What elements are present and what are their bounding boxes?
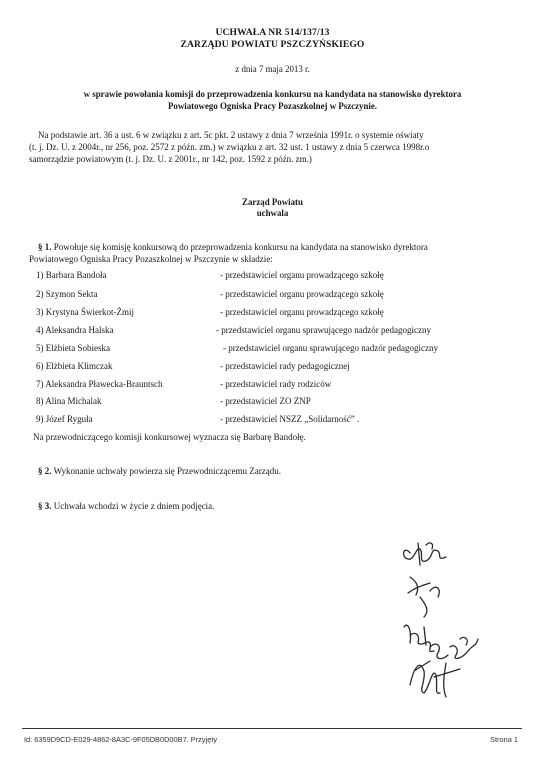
- member-role: - przedstawiciel organu prowadzącego szkołę: [220, 270, 384, 280]
- issuing-body: ZARZĄDU POWIATU PSZCZYŃSKIEGO: [180, 39, 365, 50]
- page-number: Strona 1: [490, 735, 518, 744]
- member-role: - przedstawiciel organu prowadzącego szkołę: [220, 289, 384, 299]
- member-role: - przedstawiciel organu prowadzącego szkołę: [220, 307, 384, 317]
- resolution-date: z dnia 7 maja 2013 r.: [235, 64, 310, 74]
- section-3-text: Uchwała wchodzi w życie z dniem podjęcia.: [51, 501, 215, 511]
- section-3-marker: § 3.: [38, 501, 52, 511]
- member-role: - przedstawiciel ZO ZNP: [220, 396, 311, 406]
- member-name: 3) Krystyna Świerkot-Żmij: [36, 307, 134, 317]
- resolves-heading: Zarząd Powiatu: [242, 197, 303, 207]
- member-role: - przedstawiciel organu sprawującego nadzór pedagogiczny: [223, 343, 438, 353]
- resolves-verb: uchwala: [256, 208, 289, 218]
- section-1-line-1: [38, 242, 428, 253]
- member-name: 4) Aleksandra Halska: [36, 325, 114, 335]
- section-1-text: Powołuje się komisję konkursową do przeprowadzenia konkursu na kandydata na stanowisko dyrektora: [51, 242, 428, 252]
- member-role: - przedstawiciel rady rodziców: [220, 379, 332, 389]
- section-1-marker: § 1.: [38, 242, 52, 252]
- document-id: Id: 6359D9CD-E029-4862-8A3C-9F05DB0D00B7. Przyjęty: [24, 735, 218, 744]
- subject-line-1: w sprawie powołania komisji do przeprowadzenia konkursu na kandydata na stanowisko dyrektora: [83, 89, 462, 99]
- handwritten-signatures: [390, 535, 520, 715]
- member-name: 5) Elżbieta Sobieska: [36, 343, 110, 353]
- commission-chair: Na przewodniczącego komisji konkursowej wyznacza się Barbarę Bandołę.: [33, 432, 306, 442]
- section-3: [38, 501, 214, 512]
- legal-basis-line-1: Na podstawie art. 36 a ust. 6 w związku z art. 5c pkt. 2 ustawy z dnia 7 września 1991r. o systemie oświaty: [38, 130, 424, 140]
- section-2-marker: § 2.: [38, 466, 52, 476]
- member-name: 1) Barbara Bandoła: [36, 270, 107, 280]
- legal-basis-line-3: samorządzie powiatowym (t. j. Dz. U. z 2001r., nr 142, poz. 1592 z późn. zm.): [29, 154, 312, 164]
- legal-basis-line-2: (t. j. Dz. U. z 2004r., nr 256, poz. 2572 z późn. zm.) w związku z art. 32 ust. 1 ustawy z dnia 5 czerwca 1998r.o: [29, 142, 430, 152]
- member-role: - przedstawiciel NSZZ „Solidarność” .: [220, 414, 360, 424]
- member-role: - przedstawiciel organu sprawującego nadzór pedagogiczny: [216, 325, 431, 335]
- member-role: - przedstawiciel rady pedagogicznej: [220, 361, 350, 371]
- section-2: [38, 466, 281, 477]
- page-footer: [22, 728, 522, 749]
- member-name: 7) Aleksandra Pławecka-Brauntsch: [36, 379, 163, 389]
- resolution-number: UCHWAŁA NR 514/137/13: [215, 27, 330, 38]
- member-name: 9) Józef Ryguła: [36, 414, 93, 424]
- subject-line-2: Powiatowego Ogniska Pracy Pozaszkolnej w Pszczynie.: [167, 101, 378, 111]
- section-2-text: Wykonanie uchwały powierza się Przewodniczącemu Zarządu.: [51, 466, 281, 476]
- section-1-line-2: Powiatowego Ogniska Pracy Pozaszkolnej w Pszczynie w składzie:: [29, 254, 273, 264]
- member-name: 2) Szymon Sekta: [36, 289, 98, 299]
- member-name: 8) Alina Michalak: [36, 396, 102, 406]
- member-name: 6) Elżbieta Klimczak: [36, 361, 113, 371]
